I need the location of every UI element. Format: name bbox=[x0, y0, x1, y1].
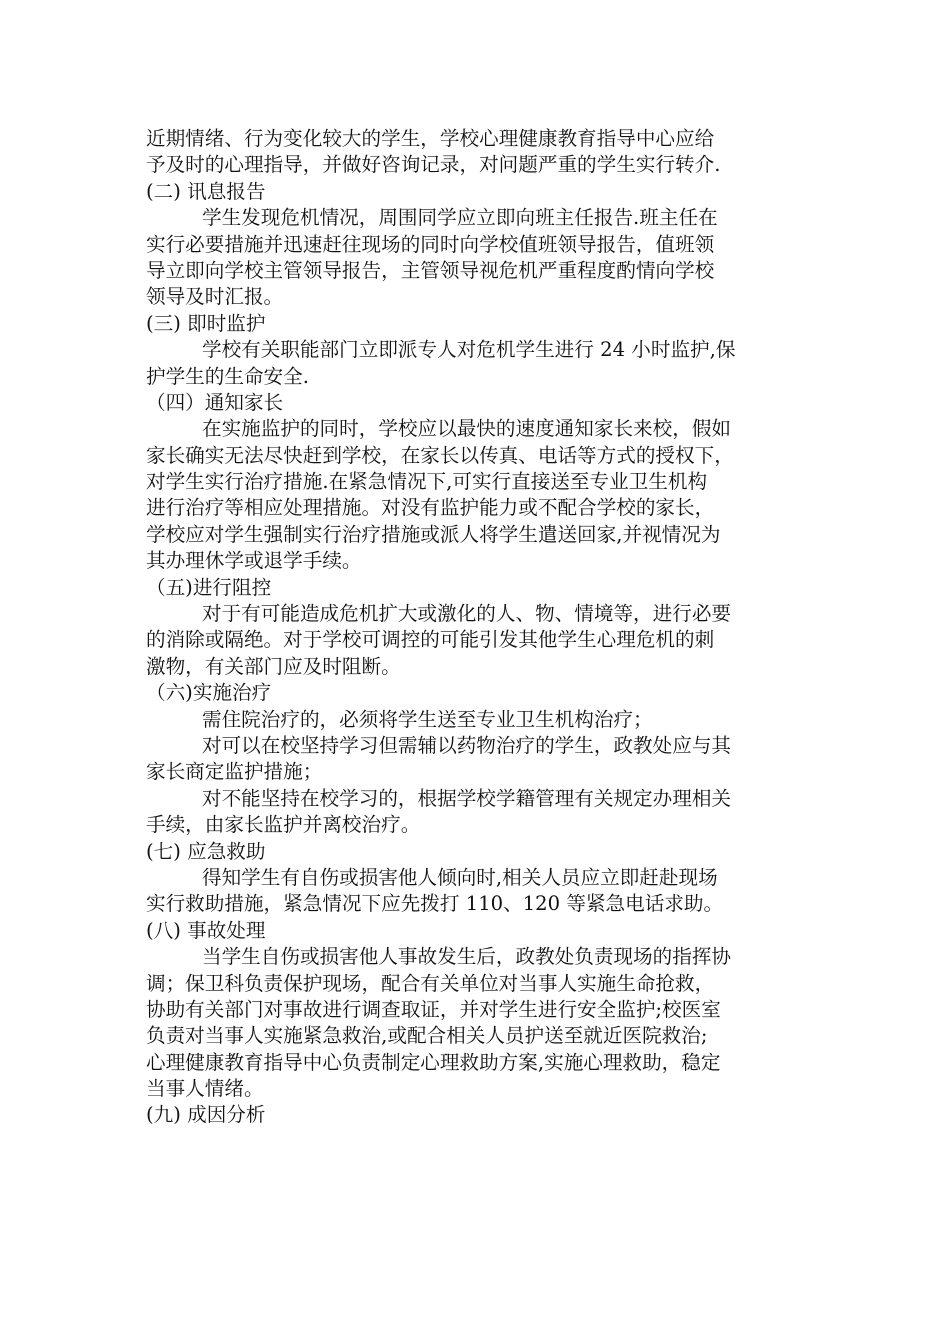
paragraph-line: 学校有关职能部门立即派专人对危机学生进行 24 小时监护,保 bbox=[202, 338, 736, 362]
paragraph-line: 当事人情绪。 bbox=[146, 1077, 264, 1101]
section-heading: （四）通知家长 bbox=[146, 390, 284, 414]
paragraph-line: 家长确实无法尽快赶到学校，在家长以传真、电话等方式的授权下， bbox=[146, 443, 734, 467]
paragraph-line: 负责对当事人实施紧急救治,或配合相关人员护送至就近医院救治; bbox=[146, 1024, 708, 1048]
paragraph-line: 进行治疗等相应处理措施。对没有监护能力或不配合学校的家长， bbox=[146, 496, 715, 520]
section-heading: （五)进行阻控 bbox=[146, 575, 272, 599]
section-heading: (二) 讯息报告 bbox=[146, 179, 266, 203]
paragraph-line: 手续，由家长监护并离校治疗。 bbox=[146, 813, 421, 837]
section-heading: （六)实施治疗 bbox=[146, 681, 272, 705]
paragraph-line: 协助有关部门对事故进行调查取证，并对学生进行安全监护;校医室 bbox=[146, 997, 721, 1021]
paragraph-line: 对可以在校坚持学习但需辅以药物治疗的学生，政教处应与其 bbox=[202, 733, 732, 757]
paragraph-line: 的消除或隔绝。对于学校可调控的可能引发其他学生心理危机的刺 bbox=[146, 628, 715, 652]
paragraph-line: 护学生的生命安全. bbox=[146, 364, 309, 388]
paragraph-line: 对不能坚持在校学习的，根据学校学籍管理有关规定办理相关 bbox=[202, 786, 732, 810]
paragraph-line: 得知学生有自伤或损害他人倾向时,相关人员应立即赶赴现场 bbox=[202, 865, 718, 889]
paragraph-line: 予及时的心理指导，并做好咨询记录，对问题严重的学生实行转介. bbox=[146, 153, 721, 177]
section-heading: (九) 成因分析 bbox=[146, 1103, 266, 1127]
document-page bbox=[146, 126, 806, 1129]
paragraph-line: 家长商定监护措施； bbox=[146, 760, 323, 784]
paragraph-line: 调；保卫科负责保护现场，配合有关单位对当事人实施生命抢救， bbox=[146, 971, 715, 995]
paragraph-line: 近期情绪、行为变化较大的学生，学校心理健康教育指导中心应给 bbox=[146, 127, 715, 150]
paragraph-line: 需住院治疗的，必须将学生送至专业卫生机构治疗； bbox=[202, 707, 653, 731]
paragraph-line: 对学生实行治疗措施.在紧急情况下,可实行直接送至专业卫生机构 bbox=[146, 470, 708, 494]
paragraph-line: 在实施监护的同时，学校应以最快的速度通知家长来校，假如 bbox=[202, 417, 732, 441]
paragraph-line: 激物，有关部门应及时阻断。 bbox=[146, 654, 401, 678]
section-heading: (八) 事故处理 bbox=[146, 918, 266, 942]
paragraph-line: 学生发现危机情况，周围同学应立即向班主任报告.班主任在 bbox=[202, 206, 718, 230]
paragraph-line: 其办理休学或退学手续。 bbox=[146, 549, 362, 573]
paragraph-line: 导立即向学校主管领导报告，主管领导视危机严重程度酌情向学校 bbox=[146, 258, 715, 282]
section-heading: (七) 应急救助 bbox=[146, 839, 266, 863]
paragraph-line: 领导及时汇报。 bbox=[146, 285, 284, 309]
paragraph-line: 心理健康教育指导中心负责制定心理救助方案,实施心理救助，稳定 bbox=[146, 1050, 721, 1074]
paragraph-line: 当学生自伤或损害他人事故发生后，政教处负责现场的指挥协 bbox=[202, 945, 732, 969]
section-heading: (三) 即时监护 bbox=[146, 311, 266, 335]
paragraph-line: 学校应对学生强制实行治疗措施或派人将学生遣送回家,并视情况为 bbox=[146, 522, 721, 546]
paragraph-line: 对于有可能造成危机扩大或激化的人、物、情境等，进行必要 bbox=[202, 602, 732, 626]
paragraph-line: 实行必要措施并迅速赶往现场的同时向学校值班领导报告，值班领 bbox=[146, 232, 715, 256]
paragraph-line: 实行救助措施，紧急情况下应先拨打 110、120 等紧急电话求助。 bbox=[146, 892, 724, 916]
